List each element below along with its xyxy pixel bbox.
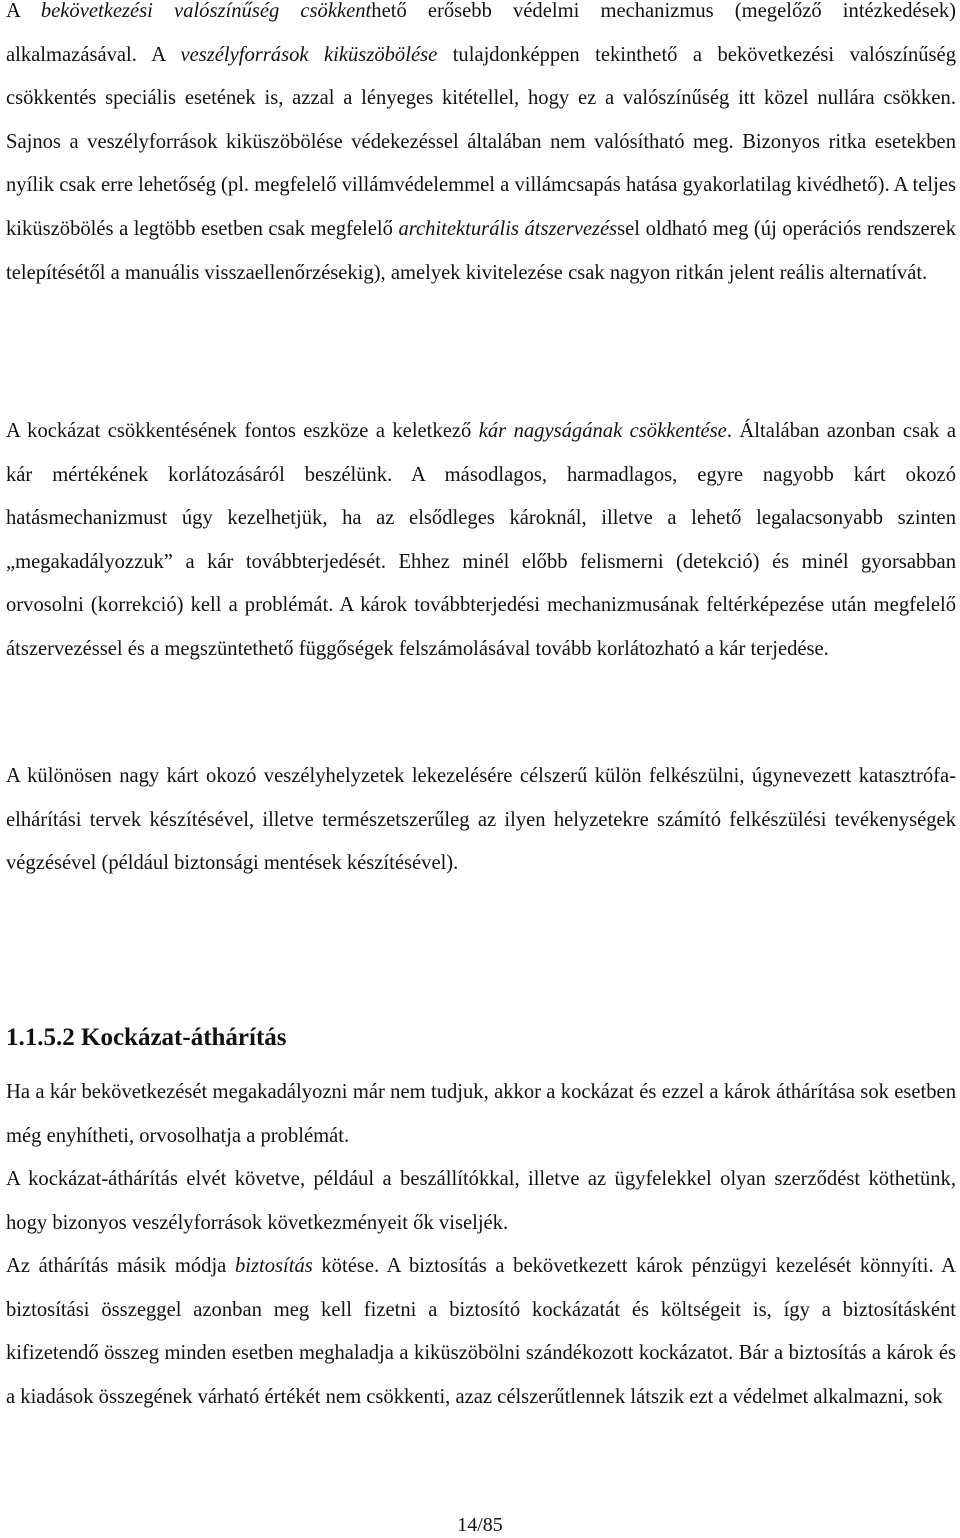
italic-term-insurance: biztosítás [234, 1255, 313, 1277]
paragraph-probability-reduction [6, 0, 956, 295]
page-number: 14/85 [457, 1514, 503, 1536]
text-run: tulajdonképpen tekinthető a bekövetkezési valószínűség csökkentés speciális esetének is, azzal a lényeges kitétellel, hogy ez a valószínűség itt közel nullára csökken. Sajnos a veszélyforrások kiküszöbölése védekezéssel általában nem valósítható meg. Bizonyos ritka esetekben nyílik csak erre lehetőség (pl. megfelelő villámvédelemmel a villámcsapás hatása gyakorlatilag kivédhető). A teljes kiküszöbölés a legtöbb esetben csak megfelelő [6, 43, 956, 240]
text-run: kötése. A biztosítás a bekövetkezett károk pénzügyi kezelését könnyíti. A biztosítási összeggel azonban meg kell fizetni a biztosító kockázatát és költségeit is, így a biztosításként kifizetendő összeg minden esetben meghaladja a kiküszöbölni szándékozott kockázatot. Bár a biztosítás a károk és a kiadások összegének várható értékét nem csökkenti, azaz célszerűtlennek látszik ezt a védelmet alkalmazni, sok [6, 1255, 956, 1408]
text-run: A [6, 0, 41, 22]
italic-term-elimination: veszélyforrások kiküszöbölése [180, 43, 438, 66]
italic-term-probability: bekövetkezési valószínűség csökkent [40, 0, 372, 22]
section-heading: 1.1.5.2 Kockázat-áthárítás [6, 1024, 287, 1051]
paragraph-risk-transfer-contracts: A kockázat-áthárítás elvét követve, például a beszállítókkal, illetve az ügyfelekkel olyan szerződést köthetünk, hogy bizonyos veszélyforrások következményeit ők viseljék. [6, 1168, 956, 1234]
paragraph-damage-reduction [6, 410, 956, 672]
text-run: sel oldható meg (új operációs rendszerek telepítésétől a manuális visszaellenőrzésekig), amelyek kivitelezése csak nagyon ritkán jelent reális alternatívát. [6, 217, 956, 284]
paragraph-insurance [6, 1245, 956, 1419]
italic-term-architectural: architekturális átszervezés [398, 217, 618, 240]
text-run: hető erősebb védelmi mechanizmus (megelőző intézkedések) alkalmazásával. [6, 0, 957, 66]
text-run: Az áthárítás másik módja [6, 1255, 235, 1277]
text-run: A kockázat csökkentésének fontos eszköze a keletkező [6, 420, 479, 442]
paragraph-disaster-plans: A különösen nagy kárt okozó veszélyhelyzetek lekezelésére célszerű külön felkészülni, úgynevezett katasztrófa-elhárítási tervek készítésével, illetve természetszerűleg az ilyen helyzetekre számító felkészülési tevékenységek végzésével (például biztonsági mentések készítésével). [6, 765, 956, 875]
text-run: A [136, 43, 181, 66]
text-run: . Általában azonban csak a kár mértékének korlátozásáról beszélünk. A másodlagos, harmadlagos, egyre nagyobb kárt okozó hatásmechanizmust úgy kezelhetjük, ha az elsődleges károknál, illetve a lehető legalacsonyabb szinten „megakadályozzuk” a kár továbbterjedését. Ehhez minél előbb felismerni (detekció) és minél gyorsabban orvosolni (korrekció) kell a problémát. A károk továbbterjedési mechanizmusának feltérképezése után megfelelő átszervezéssel és a megszüntethető függőségek felszámolásával tovább korlátozható a kár terjedése. [6, 420, 957, 660]
italic-term-damage-size: kár nagyságának csökkentése [478, 420, 727, 442]
paragraph-risk-transfer-intro: Ha a kár bekövetkezését megakadályozni már nem tudjuk, akkor a kockázat és ezzel a károk áthárítása sok esetben még enyhítheti, orvosolhatja a problémát. [6, 1081, 956, 1147]
